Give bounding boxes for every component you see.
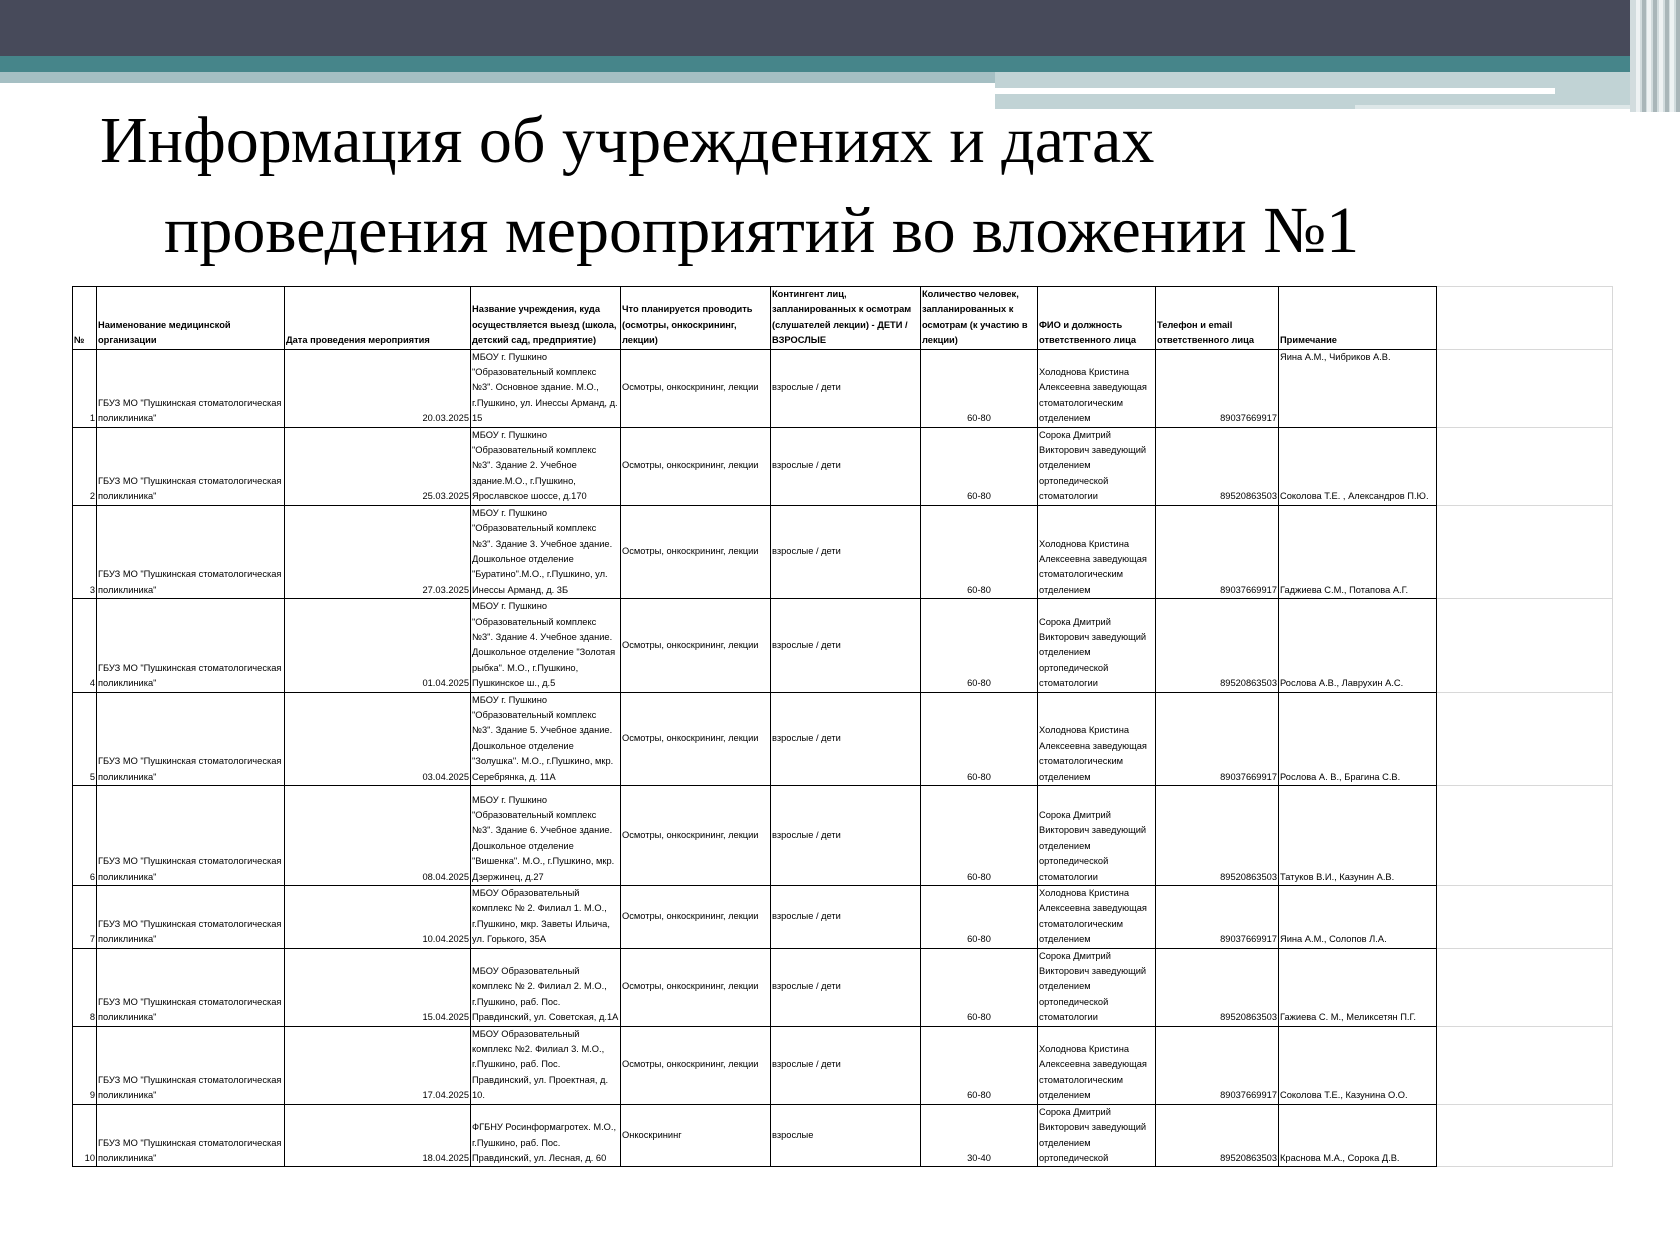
cell-note: Яина А.М., Солопов Л.А.	[1279, 886, 1437, 949]
cell-planned: Осмотры, онкоскрининг, лекции	[621, 786, 771, 886]
cell-count: 60-80	[921, 948, 1038, 1026]
cell-responsible: Сорока Дмитрий Викторович заведующий отделением ортопедической стоматологии	[1038, 427, 1156, 505]
cell-institution: МБОУ г. Пушкино "Образовательный комплекс №3". Основное здание. М.О., г.Пушкино, ул. Инессы Арманд, д. 15	[471, 349, 621, 427]
empty-cell	[1437, 505, 1613, 598]
cell-phone: 89037669917	[1156, 505, 1279, 598]
cell-planned: Осмотры, онкоскрининг, лекции	[621, 886, 771, 949]
cell-phone: 89520863503	[1156, 948, 1279, 1026]
cell-institution: МБОУ г. Пушкино "Образовательный комплекс №3". Здание 2. Учебное здание.М.О., г.Пушкино, Ярославское шоссе, д.170	[471, 427, 621, 505]
cell-note: Татуков В.И., Казунин А.В.	[1279, 786, 1437, 886]
cell-planned: Осмотры, онкоскрининг, лекции	[621, 599, 771, 692]
empty-cell	[1437, 948, 1613, 1026]
cell-num: 8	[73, 948, 97, 1026]
empty-cell	[1437, 1104, 1613, 1167]
cell-responsible: Холоднова Кристина Алексеевна заведующая стоматологическим отделением	[1038, 349, 1156, 427]
cell-institution: МБОУ г. Пушкино "Образовательный комплекс №3". Здание 4. Учебное здание. Дошкольное отделение "Золотая рыбка". М.О., г.Пушкино, Пушкинское ш., д.5	[471, 599, 621, 692]
cell-planned: Осмотры, онкоскрининг, лекции	[621, 505, 771, 598]
cell-note: Краснова М.А., Сорока Д.В.	[1279, 1104, 1437, 1167]
cell-contingent: взрослые / дети	[771, 1026, 921, 1104]
cell-date: 18.04.2025	[285, 1104, 471, 1167]
cell-date: 20.03.2025	[285, 349, 471, 427]
empty-cell	[1437, 692, 1613, 785]
header-contingent: Контингент лиц, запланированных к осмотрам (слушателей лекции) - ДЕТИ / ВЗРОСЛЫЕ	[771, 287, 921, 350]
cell-planned: Онкоскрининг	[621, 1104, 771, 1167]
cell-institution: МБОУ г. Пушкино "Образовательный комплекс №3". Здание 3. Учебное здание. Дошкольное отделение "Буратино".М.О., г.Пушкино, ул. Инессы Арманд, д. 3Б	[471, 505, 621, 598]
cell-planned: Осмотры, онкоскрининг, лекции	[621, 349, 771, 427]
cell-count: 60-80	[921, 427, 1038, 505]
cell-num: 7	[73, 886, 97, 949]
cell-planned: Осмотры, онкоскрининг, лекции	[621, 692, 771, 785]
cell-contingent: взрослые / дети	[771, 886, 921, 949]
cell-phone: 89037669917	[1156, 886, 1279, 949]
header-planned: Что планируется проводить (осмотры, онкоскрининг, лекции)	[621, 287, 771, 350]
cell-count: 60-80	[921, 1026, 1038, 1104]
cell-note: Гажиева С. М., Меликсетян П.Г.	[1279, 948, 1437, 1026]
cell-org: ГБУЗ МО "Пушкинская стоматологическая поликлиника"	[97, 599, 285, 692]
table-row	[73, 786, 1613, 886]
cell-institution: МБОУ Образовательный комплекс № 2. Филиал 2. М.О., г.Пушкино, раб. Пос. Правдинский, ул. Советская, д.1А	[471, 948, 621, 1026]
cell-num: 2	[73, 427, 97, 505]
cell-responsible: Холоднова Кристина Алексеевна заведующая стоматологическим отделением	[1038, 692, 1156, 785]
cell-institution: МБОУ Образовательный комплекс №2. Филиал 3. М.О., г.Пушкино, раб. Пос. Правдинский, ул. Проектная, д. 10.	[471, 1026, 621, 1104]
cell-responsible: Сорока Дмитрий Викторович заведующий отделением ортопедической стоматологии	[1038, 599, 1156, 692]
table-row	[73, 427, 1613, 505]
cell-phone: 89037669917	[1156, 1026, 1279, 1104]
cell-responsible: Сорока Дмитрий Викторович заведующий отделением ортопедической стоматологии	[1038, 786, 1156, 886]
cell-num: 6	[73, 786, 97, 886]
slide-title	[100, 96, 1600, 276]
cell-count: 60-80	[921, 786, 1038, 886]
cell-institution: МБОУ Образовательный комплекс № 2. Филиал 1. М.О., г.Пушкино, мкр. Заветы Ильича, ул. Горького, 35А	[471, 886, 621, 949]
cell-contingent: взрослые / дети	[771, 427, 921, 505]
cell-contingent: взрослые / дети	[771, 692, 921, 785]
table-row	[73, 505, 1613, 598]
header-band-light	[0, 72, 1000, 83]
cell-org: ГБУЗ МО "Пушкинская стоматологическая поликлиника"	[97, 786, 285, 886]
cell-contingent: взрослые / дети	[771, 349, 921, 427]
cell-date: 27.03.2025	[285, 505, 471, 598]
cell-count: 60-80	[921, 692, 1038, 785]
header-org: Наименование медицинской организации	[97, 287, 285, 350]
cell-contingent: взрослые / дети	[771, 505, 921, 598]
empty-cell	[1437, 599, 1613, 692]
cell-phone: 89520863503	[1156, 1104, 1279, 1167]
header-band-teal	[0, 56, 1680, 72]
cell-planned: Осмотры, онкоскрининг, лекции	[621, 948, 771, 1026]
cell-num: 10	[73, 1104, 97, 1167]
cell-count: 60-80	[921, 505, 1038, 598]
cell-responsible: Холоднова Кристина Алексеевна заведующая стоматологическим отделением	[1038, 1026, 1156, 1104]
empty-cell	[1437, 786, 1613, 886]
cell-date: 01.04.2025	[285, 599, 471, 692]
cell-date: 10.04.2025	[285, 886, 471, 949]
cell-note: Соколова Т.Е. , Александров П.Ю.	[1279, 427, 1437, 505]
cell-planned: Осмотры, онкоскрининг, лекции	[621, 427, 771, 505]
cell-date: 15.04.2025	[285, 948, 471, 1026]
cell-responsible: Сорока Дмитрий Викторович заведующий отделением ортопедической стоматологии	[1038, 948, 1156, 1026]
header-num: №	[73, 287, 97, 350]
cell-contingent: взрослые	[771, 1104, 921, 1167]
table-row	[73, 692, 1613, 785]
header-note: Примечание	[1279, 287, 1437, 350]
table-row	[73, 1104, 1613, 1167]
empty-cell	[1437, 427, 1613, 505]
cell-phone: 89520863503	[1156, 427, 1279, 505]
header-institution: Название учреждения, куда осуществляется выезд (школа, детский сад, предприятие)	[471, 287, 621, 350]
cell-num: 4	[73, 599, 97, 692]
empty-cell	[1437, 349, 1613, 427]
cell-org: ГБУЗ МО "Пушкинская стоматологическая поликлиника"	[97, 505, 285, 598]
cell-note: Соколова Т.Е., Казунина О.О.	[1279, 1026, 1437, 1104]
cell-institution: ФГБНУ Росинформагротех. М.О., г.Пушкино, раб. Пос. Правдинский, ул. Лесная, д. 60	[471, 1104, 621, 1167]
cell-count: 30-40	[921, 1104, 1038, 1167]
cell-phone: 89037669917	[1156, 692, 1279, 785]
cell-note: Яина А.М., Чибриков А.В.	[1279, 349, 1437, 427]
cell-date: 03.04.2025	[285, 692, 471, 785]
cell-num: 3	[73, 505, 97, 598]
header-date: Дата проведения мероприятия	[285, 287, 471, 350]
cell-date: 17.04.2025	[285, 1026, 471, 1104]
cell-num: 5	[73, 692, 97, 785]
cell-phone: 89520863503	[1156, 786, 1279, 886]
cell-institution: МБОУ г. Пушкино "Образовательный комплекс №3". Здание 5. Учебное здание. Дошкольное отделение "Золушка". М.О., г.Пушкино, мкр. Серебрянка, д. 11А	[471, 692, 621, 785]
cell-org: ГБУЗ МО "Пушкинская стоматологическая поликлиника"	[97, 692, 285, 785]
table-body	[73, 349, 1613, 1167]
table-header-row	[73, 287, 1613, 350]
cell-count: 60-80	[921, 886, 1038, 949]
cell-org: ГБУЗ МО "Пушкинская стоматологическая поликлиника"	[97, 1026, 285, 1104]
cell-responsible: Холоднова Кристина Алексеевна заведующая стоматологическим отделением	[1038, 505, 1156, 598]
slide-title-line-2: проведения мероприятий во вложении №1	[164, 194, 1360, 267]
cell-count: 60-80	[921, 599, 1038, 692]
cell-org: ГБУЗ МО "Пушкинская стоматологическая поликлиника"	[97, 948, 285, 1026]
cell-note: Рослова А. В., Брагина С.В.	[1279, 692, 1437, 785]
cell-date: 25.03.2025	[285, 427, 471, 505]
spreadsheet-table	[72, 286, 1613, 1167]
empty-cell	[1437, 886, 1613, 949]
cell-num: 9	[73, 1026, 97, 1104]
table-row	[73, 948, 1613, 1026]
header-band-line	[995, 88, 1555, 94]
slide-title-line-1: Информация об учреждениях и датах	[100, 104, 1155, 177]
cell-num: 1	[73, 349, 97, 427]
header-phone: Телефон и email ответственного лица	[1156, 287, 1279, 350]
cell-org: ГБУЗ МО "Пушкинская стоматологическая поликлиника"	[97, 427, 285, 505]
cell-institution: МБОУ г. Пушкино "Образовательный комплекс №3". Здание 6. Учебное здание. Дошкольное отделение "Вишенка". М.О., г.Пушкино, мкр. Дзержинец, д.27	[471, 786, 621, 886]
empty-cell	[1437, 1026, 1613, 1104]
cell-org: ГБУЗ МО "Пушкинская стоматологическая поликлиника"	[97, 886, 285, 949]
cell-contingent: взрослые / дети	[771, 786, 921, 886]
cell-org: ГБУЗ МО "Пушкинская стоматологическая поликлиника"	[97, 349, 285, 427]
cell-phone: 89037669917	[1156, 349, 1279, 427]
header-count: Количество человек, запланированных к осмотрам (к участию в лекции)	[921, 287, 1038, 350]
corner-stripes	[1630, 0, 1680, 112]
table-row	[73, 886, 1613, 949]
cell-phone: 89520863503	[1156, 599, 1279, 692]
cell-responsible: Холоднова Кристина Алексеевна заведующая стоматологическим отделением	[1038, 886, 1156, 949]
cell-contingent: взрослые / дети	[771, 948, 921, 1026]
cell-responsible: Сорока Дмитрий Викторович заведующий отделением ортопедической	[1038, 1104, 1156, 1167]
table-row	[73, 599, 1613, 692]
cell-note: Рослова А.В., Лаврухин А.С.	[1279, 599, 1437, 692]
empty-column	[1437, 287, 1613, 350]
table-row	[73, 349, 1613, 427]
cell-note: Гаджиева С.М., Потапова А.Г.	[1279, 505, 1437, 598]
cell-count: 60-80	[921, 349, 1038, 427]
cell-contingent: взрослые / дети	[771, 599, 921, 692]
cell-planned: Осмотры, онкоскрининг, лекции	[621, 1026, 771, 1104]
header-band-dark	[0, 0, 1680, 56]
table-row	[73, 1026, 1613, 1104]
cell-org: ГБУЗ МО "Пушкинская стоматологическая поликлиника"	[97, 1104, 285, 1167]
cell-date: 08.04.2025	[285, 786, 471, 886]
header-responsible: ФИО и должность ответственного лица	[1038, 287, 1156, 350]
